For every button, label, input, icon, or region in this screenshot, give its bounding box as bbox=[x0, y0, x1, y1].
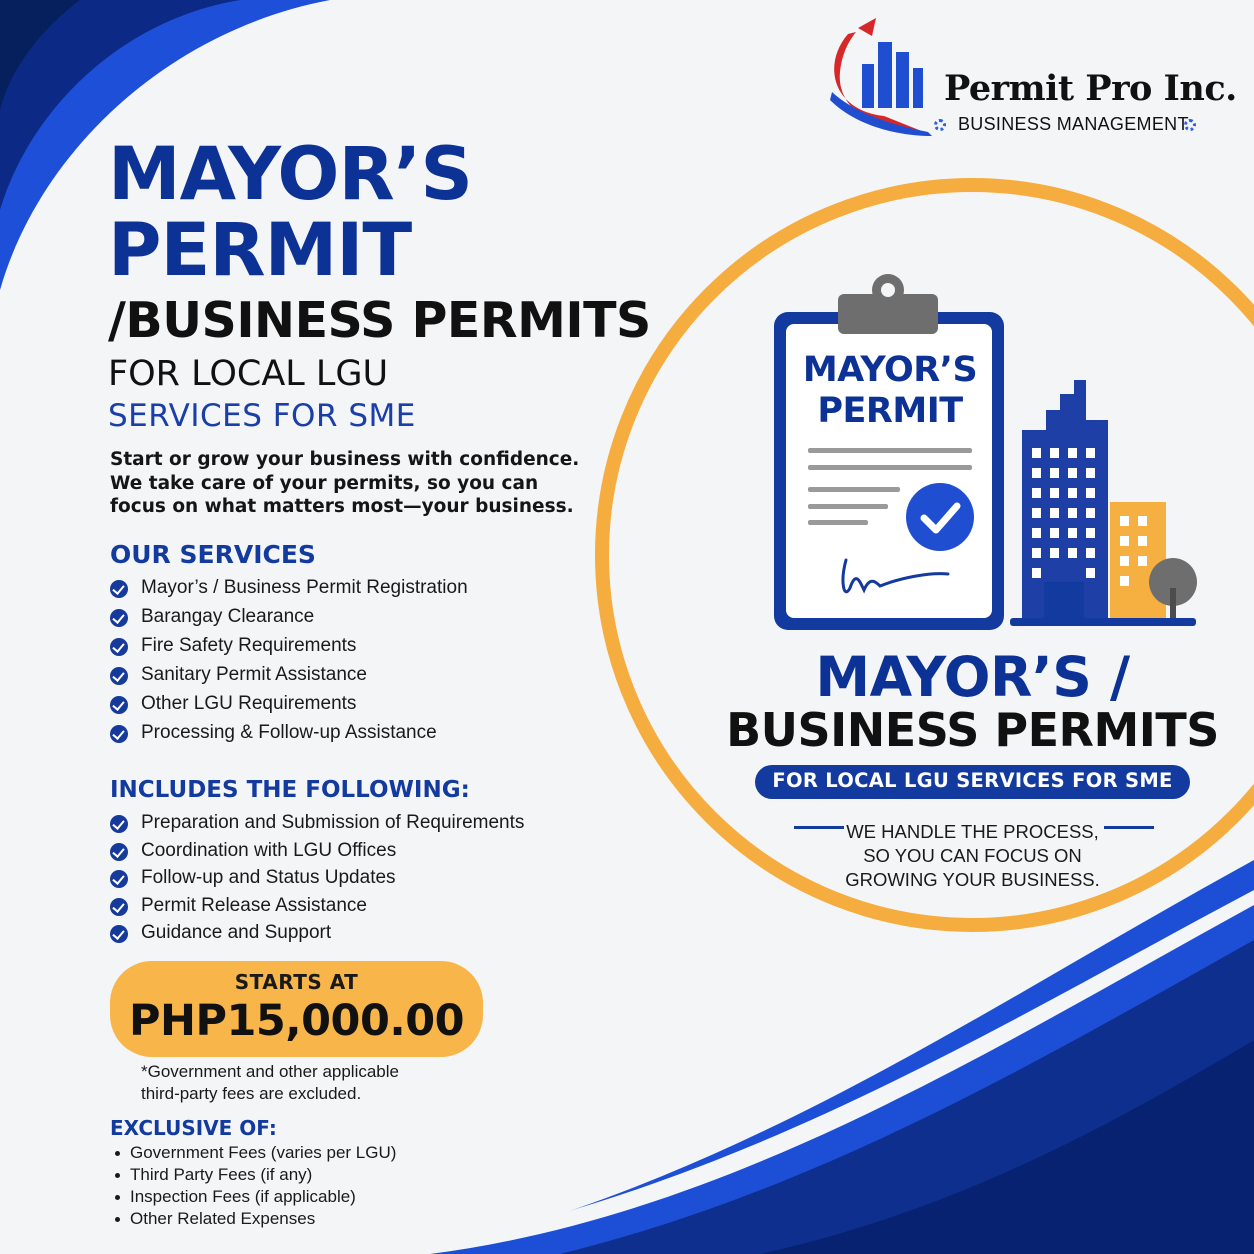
check-circle-icon bbox=[110, 870, 128, 888]
list-item: Guidance and Support bbox=[110, 922, 524, 950]
list-item: Sanitary Permit Assistance bbox=[110, 664, 468, 693]
price-note-line: third-party fees are excluded. bbox=[141, 1084, 362, 1103]
clipboard-title: MAYOR’S PERMIT bbox=[802, 350, 978, 431]
list-item: Barangay Clearance bbox=[110, 606, 468, 635]
price-note bbox=[141, 1061, 399, 1105]
brand-name: Permit Pro Inc. bbox=[944, 68, 1237, 109]
list-item: Fire Safety Requirements bbox=[110, 635, 468, 664]
check-circle-icon bbox=[110, 898, 128, 916]
check-circle-icon bbox=[110, 925, 128, 943]
check-circle-icon bbox=[110, 580, 128, 598]
exclusive-list bbox=[112, 1142, 396, 1230]
list-item: Preparation and Submission of Requirements bbox=[110, 812, 524, 840]
check-circle-icon bbox=[110, 638, 128, 656]
price-note-line: *Government and other applicable bbox=[141, 1062, 399, 1081]
check-circle-icon bbox=[110, 843, 128, 861]
check-circle-icon bbox=[110, 667, 128, 685]
tagline-line: GROWING YOUR BUSINESS. bbox=[845, 869, 1100, 890]
badge-title-business-permits: BUSINESS PERMITS bbox=[726, 703, 1219, 757]
list-item: Government Fees (varies per LGU) bbox=[112, 1142, 396, 1164]
list-item: Coordination with LGU Offices bbox=[110, 840, 524, 868]
brand-logo-icon bbox=[828, 14, 936, 138]
exclusive-title: EXCLUSIVE OF: bbox=[110, 1116, 277, 1140]
clipboard-buildings-illustration bbox=[760, 270, 1210, 640]
list-item: Permit Release Assistance bbox=[110, 895, 524, 923]
list-item: Other Related Expenses bbox=[112, 1208, 396, 1230]
brand-right-ornament-icon bbox=[1184, 119, 1196, 131]
list-item: Third Party Fees (if any) bbox=[112, 1164, 396, 1186]
badge-tagline bbox=[760, 820, 1185, 892]
hero-title-mayors: MAYOR’S bbox=[108, 132, 472, 217]
tagline-line: SO YOU CAN FOCUS ON bbox=[863, 845, 1082, 866]
check-circle-icon bbox=[110, 725, 128, 743]
services-list bbox=[110, 577, 468, 751]
includes-title: INCLUDES THE FOLLOWING: bbox=[110, 777, 470, 803]
price-value: PHP15,000.00 bbox=[128, 996, 465, 1046]
intro-line: Start or grow your business with confidence. bbox=[110, 449, 580, 470]
check-circle-icon bbox=[110, 815, 128, 833]
services-title: OUR SERVICES bbox=[110, 540, 316, 569]
badge-title-mayors: MAYOR’S / bbox=[815, 645, 1130, 709]
hero-intro bbox=[110, 448, 610, 519]
check-circle-icon bbox=[110, 696, 128, 714]
list-item: Mayor’s / Business Permit Registration bbox=[110, 577, 468, 606]
list-item: Other LGU Requirements bbox=[110, 693, 468, 722]
hero-title-business-permits: /BUSINESS PERMITS bbox=[108, 292, 651, 349]
check-circle-icon bbox=[110, 609, 128, 627]
hero-subtitle-sme: SERVICES FOR SME bbox=[108, 398, 416, 434]
list-item: Inspection Fees (if applicable) bbox=[112, 1186, 396, 1208]
badge-pill-text: FOR LOCAL LGU SERVICES FOR SME bbox=[772, 769, 1173, 792]
brand-tagline: BUSINESS MANAGEMENT bbox=[958, 114, 1189, 134]
hero-title-permit: PERMIT bbox=[108, 208, 412, 293]
hero-subtitle-lgu: FOR LOCAL LGU bbox=[108, 354, 389, 394]
intro-line: focus on what matters most—your business. bbox=[110, 496, 574, 517]
includes-list bbox=[110, 812, 524, 950]
price-label: STARTS AT bbox=[234, 970, 359, 994]
list-item: Processing & Follow-up Assistance bbox=[110, 722, 468, 751]
list-item: Follow-up and Status Updates bbox=[110, 867, 524, 895]
brand-left-ornament-icon bbox=[934, 119, 946, 131]
intro-line: We take care of your permits, so you can bbox=[110, 472, 539, 494]
tagline-line: WE HANDLE THE PROCESS, bbox=[846, 821, 1099, 842]
